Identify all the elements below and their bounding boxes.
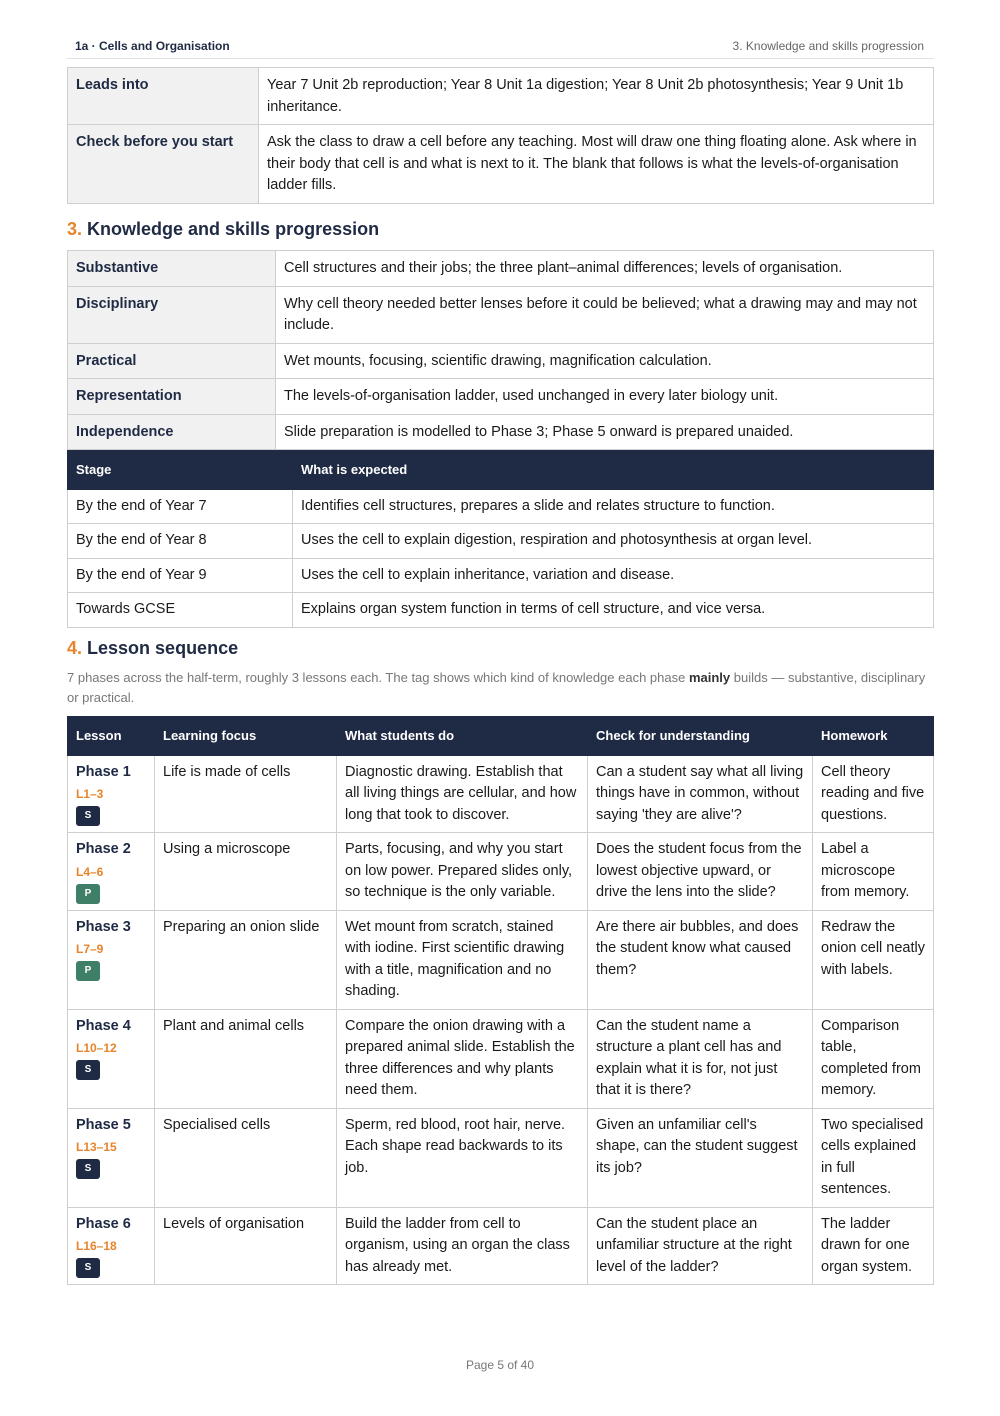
table-row <box>68 343 934 379</box>
stage-cell: Towards GCSE <box>68 593 293 628</box>
phase-name: Phase 2 <box>76 841 131 857</box>
lesson-range: L7–9 <box>76 942 104 956</box>
row-value: Slide preparation is modelled to Phase 3; Phase 5 onward is prepared unaided. <box>276 414 934 450</box>
section-number: 4. <box>67 638 83 658</box>
check-cell: Can a student say what all living things have in common, without saying 'they are alive'? <box>588 755 813 833</box>
expectation-cell: Uses the cell to explain digestion, respiration and photosynthesis at organ level. <box>293 524 934 559</box>
table-row <box>68 125 934 204</box>
lesson-range: L10–12 <box>76 1041 117 1055</box>
focus-cell: Life is made of cells <box>155 755 337 833</box>
column-header: What students do <box>337 717 588 756</box>
expectation-cell: Uses the cell to explain inheritance, variation and disease. <box>293 558 934 593</box>
section-title: Lesson sequence <box>87 638 239 658</box>
homework-cell: Cell theory reading and five questions. <box>813 755 934 833</box>
section-title: 3. Knowledge and skills progression <box>732 39 924 53</box>
table-row <box>68 68 934 125</box>
focus-cell: Specialised cells <box>155 1108 337 1207</box>
table-header-row <box>68 717 934 756</box>
section-4-heading <box>67 638 238 659</box>
page-number: Page 5 of 40 <box>465 1358 535 1372</box>
stage-cell: By the end of Year 8 <box>68 524 293 559</box>
homework-cell: Comparison table, completed from memory. <box>813 1009 934 1108</box>
check-cell: Does the student focus from the lowest objective upward, or drive the lens into the slide? <box>588 833 813 911</box>
lesson-cell <box>68 910 155 1009</box>
phase-name: Phase 5 <box>76 1116 131 1133</box>
row-value: The levels-of-organisation ladder, used unchanged in every later biology unit. <box>276 379 934 415</box>
table-row <box>68 755 934 833</box>
expectation-cell: Explains organ system function in terms of cell structure, and vice versa. <box>293 593 934 628</box>
check-cell: Given an unfamiliar cell's shape, can the student suggest its job? <box>588 1108 813 1207</box>
table-row <box>68 379 934 415</box>
lesson-cell <box>68 1207 155 1285</box>
unit-title: 1a · Cells and Organisation <box>75 39 230 53</box>
knowledge-tag-badge: S <box>76 1060 100 1080</box>
check-cell: Can the student place an unfamiliar structure at the right level of the ladder? <box>588 1207 813 1285</box>
row-value: Year 7 Unit 2b reproduction; Year 8 Unit 1a digestion; Year 8 Unit 2b photosynthesis; Year 9 Unit 1b inheritance. <box>259 68 934 125</box>
stage-cell: By the end of Year 7 <box>68 489 293 524</box>
intro-text: 7 phases across the half-term, roughly 3 lessons each. The tag shows which kind of knowledge each phase <box>67 670 689 685</box>
row-key: Practical <box>68 343 276 379</box>
activity-cell: Build the ladder from cell to organism, using an organ the class has already met. <box>337 1207 588 1285</box>
intro-text: builds — substantive, disciplinary or practical. <box>67 670 926 705</box>
row-key: Independence <box>68 414 276 450</box>
table-row <box>68 489 934 524</box>
lesson-range: L13–15 <box>76 1140 117 1154</box>
section-title: Knowledge and skills progression <box>87 219 380 239</box>
row-key: Disciplinary <box>68 286 276 343</box>
table-row <box>68 1009 934 1108</box>
activity-cell: Parts, focusing, and why you start on low power. Prepared slides only, so technique is the only variable. <box>337 833 588 911</box>
check-cell: Are there air bubbles, and does the student know what caused them? <box>588 910 813 1009</box>
section-3-heading <box>67 219 379 240</box>
activity-cell: Compare the onion drawing with a prepared animal slide. Establish the three differences and why plants need them. <box>337 1009 588 1108</box>
lesson-sequence-table <box>67 716 934 1285</box>
lesson-range: L16–18 <box>76 1239 117 1253</box>
focus-cell: Levels of organisation <box>155 1207 337 1285</box>
activity-cell: Diagnostic drawing. Establish that all living things are cellular, and how long that took to discover. <box>337 755 588 833</box>
phase-name: Phase 4 <box>76 1017 131 1034</box>
row-key: Check before you start <box>68 125 259 204</box>
knowledge-tag-badge: S <box>76 1258 100 1278</box>
column-header: Check for understanding <box>588 717 813 756</box>
table-row <box>68 524 934 559</box>
lesson-cell <box>68 1108 155 1207</box>
stage-expectations-table <box>67 450 934 628</box>
row-value: Ask the class to draw a cell before any teaching. Most will draw one thing floating alone. Ask where in their body that cell is and what is next to it. The blank that follows is what the levels-of-organisation ladder fills. <box>259 125 934 204</box>
row-value: Why cell theory needed better lenses before it could be believed; what a drawing may and may not include. <box>276 286 934 343</box>
intro-emphasis: mainly <box>688 670 731 685</box>
focus-cell: Plant and animal cells <box>155 1009 337 1108</box>
table-row <box>68 1207 934 1285</box>
table-row <box>68 558 934 593</box>
focus-cell: Using a microscope <box>155 833 337 911</box>
section-number: 3. <box>67 219 83 239</box>
stage-cell: By the end of Year 9 <box>68 558 293 593</box>
column-header: Stage <box>68 451 293 490</box>
check-cell: Can the student name a structure a plant cell has and explain what it is for, not just that it is there? <box>588 1009 813 1108</box>
section-intro <box>67 668 934 708</box>
table-header-row <box>68 451 934 490</box>
activity-cell: Sperm, red blood, root hair, nerve. Each shape read backwards to its job. <box>337 1108 588 1207</box>
table-row <box>68 593 934 628</box>
row-key: Substantive <box>68 251 276 287</box>
phase-name: Phase 6 <box>76 1215 131 1232</box>
table-row <box>68 414 934 450</box>
homework-cell: Two specialised cells explained in full sentences. <box>813 1108 934 1207</box>
unit-links-table <box>67 67 934 204</box>
running-header <box>67 38 934 59</box>
phase-name: Phase 1 <box>76 763 131 780</box>
lesson-cell <box>68 833 155 911</box>
knowledge-tag-badge: S <box>76 806 100 826</box>
knowledge-tag-badge: S <box>76 1159 100 1179</box>
row-value: Cell structures and their jobs; the three plant–animal differences; levels of organisation. <box>276 251 934 287</box>
column-header: Learning focus <box>155 717 337 756</box>
homework-cell: The ladder drawn for one organ system. <box>813 1207 934 1285</box>
column-header: Homework <box>813 717 934 756</box>
knowledge-types-table <box>67 250 934 450</box>
table-row <box>68 251 934 287</box>
knowledge-tag-badge: P <box>76 961 100 981</box>
table-row <box>68 1108 934 1207</box>
lesson-cell <box>68 755 155 833</box>
table-row <box>68 833 934 911</box>
row-key: Representation <box>68 379 276 415</box>
lesson-range: L4–6 <box>76 864 104 879</box>
expectation-cell: Identifies cell structures, prepares a slide and relates structure to function. <box>293 489 934 524</box>
homework-cell: Redraw the onion cell neatly with labels. <box>813 910 934 1009</box>
phase-name: Phase 3 <box>76 918 131 935</box>
knowledge-tag-badge: P <box>76 884 100 904</box>
homework-cell: Label a microscope from memory. <box>813 833 934 911</box>
lesson-cell <box>68 1009 155 1108</box>
column-header: What is expected <box>293 451 934 490</box>
table-row <box>68 910 934 1009</box>
table-row <box>68 286 934 343</box>
row-value: Wet mounts, focusing, scientific drawing, magnification calculation. <box>276 343 934 379</box>
activity-cell: Wet mount from scratch, stained with iodine. First scientific drawing with a title, magnification and no shading. <box>337 910 588 1009</box>
focus-cell: Preparing an onion slide <box>155 910 337 1009</box>
row-key: Leads into <box>68 68 259 125</box>
column-header: Lesson <box>68 717 155 756</box>
lesson-range: L1–3 <box>76 787 104 801</box>
